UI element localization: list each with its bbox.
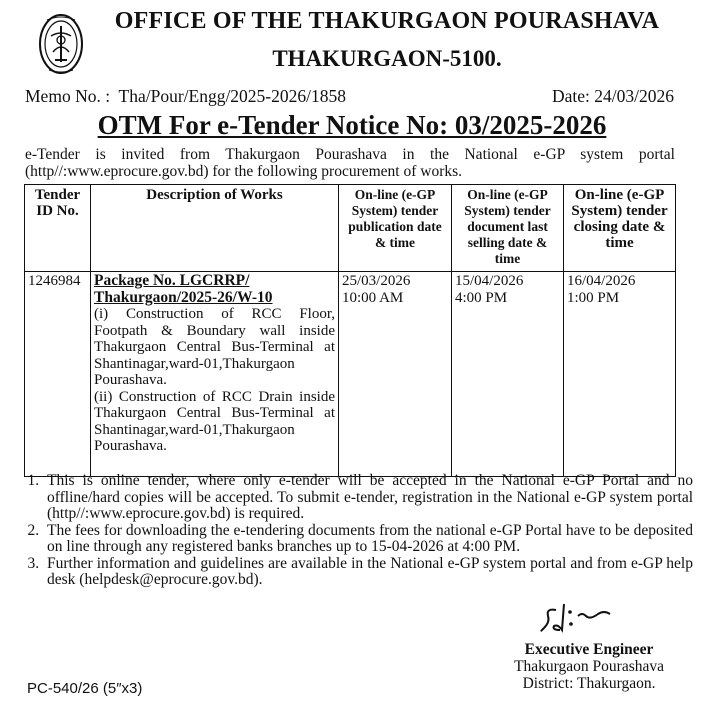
header-publication: On-line (e-GP System) tender publication date & time (339, 185, 452, 272)
signer-block (514, 641, 664, 692)
cell-publication (339, 272, 452, 477)
office-address: THAKURGAON-5100. (272, 46, 502, 71)
cell-closing (564, 272, 676, 477)
notes-list (25, 473, 693, 589)
office-title: OFFICE OF THE THAKURGAON POURASHAVA (114, 8, 660, 34)
note-item: 2. The fees for downloading the e-tendering documents from the national e-GP Portal have to be deposited on line through any registered banks branches up to 15-04-2026 at 4:00 PM. (43, 523, 693, 556)
publication-code: PC-540/26 (5″x3) (27, 680, 143, 697)
work-item-2: (ii) Construction of RCC Drain inside Thakurgaon Central Bus-Terminal at Shantinagar,ward-01,Thakurgaon Pourashava. (94, 388, 335, 454)
signer-district: District: Thakurgaon. (522, 675, 656, 692)
package-number: Package No. LGCRRP/ Thakurgaon/2025-26/W-10 (94, 272, 273, 306)
pourashava-seal-logo-icon (37, 12, 85, 76)
date-value: 24/03/2026 (594, 86, 674, 106)
handwritten-signature-icon (538, 600, 618, 640)
cell-description (91, 272, 339, 477)
header-selling: On-line (e-GP System) tender document last selling date & time (452, 185, 564, 272)
selling-time: 4:00 PM (455, 289, 508, 306)
date-label: Date: (551, 86, 590, 106)
memo-label: Memo No. : (25, 86, 111, 106)
signer-office: Thakurgaon Pourashava (514, 658, 664, 675)
intro-paragraph: e-Tender is invited from Thakurgaon Pourashava in the National e-GP system portal (http//:www.eprocure.gov.bd) for the following procurement of works. (25, 146, 675, 180)
table-row (25, 272, 676, 477)
table-header-row (25, 185, 676, 272)
header-description: Description of Works (91, 185, 339, 272)
memo-date (552, 86, 674, 107)
closing-date: 16/04/2026 (567, 273, 636, 289)
work-item-1: (i) Construction of RCC Floor, Footpath & Boundary wall inside Thakurgaon Central Bus-Terminal at Shantinagar,ward-01,Thakurgaon Pourashava. (94, 306, 335, 388)
header-tender-id: Tender ID No. (25, 185, 91, 272)
publication-time: 10:00 AM (342, 289, 404, 306)
selling-date: 15/04/2026 (455, 273, 524, 289)
cell-tender-id: 1246984 (25, 272, 91, 477)
memo-number (25, 86, 346, 107)
header-closing: On-line (e-GP System) tender closing date & time (564, 185, 676, 272)
closing-time: 1:00 PM (567, 289, 620, 306)
memo-value: Tha/Pour/Engg/2025-2026/1858 (118, 86, 346, 106)
publication-date: 25/03/2026 (342, 273, 411, 289)
note-item: 1. This is online tender, where only e-tender will be accepted in the National e-GP Portal and no offline/hard copies will be accepted. To submit e-tender, registration in the National e-GP system portal (http//:www.eprocure.gov.bd) is required. (43, 473, 693, 523)
tender-table (24, 184, 676, 477)
cell-selling (452, 272, 564, 477)
note-item: 3. Further information and guidelines are available in the National e-GP system portal and from e-GP help desk (helpdesk@eprocure.gov.bd). (43, 556, 693, 589)
signer-title: Executive Engineer (524, 641, 654, 658)
notice-title: OTM For e-Tender Notice No: 03/2025-2026 (97, 110, 607, 140)
